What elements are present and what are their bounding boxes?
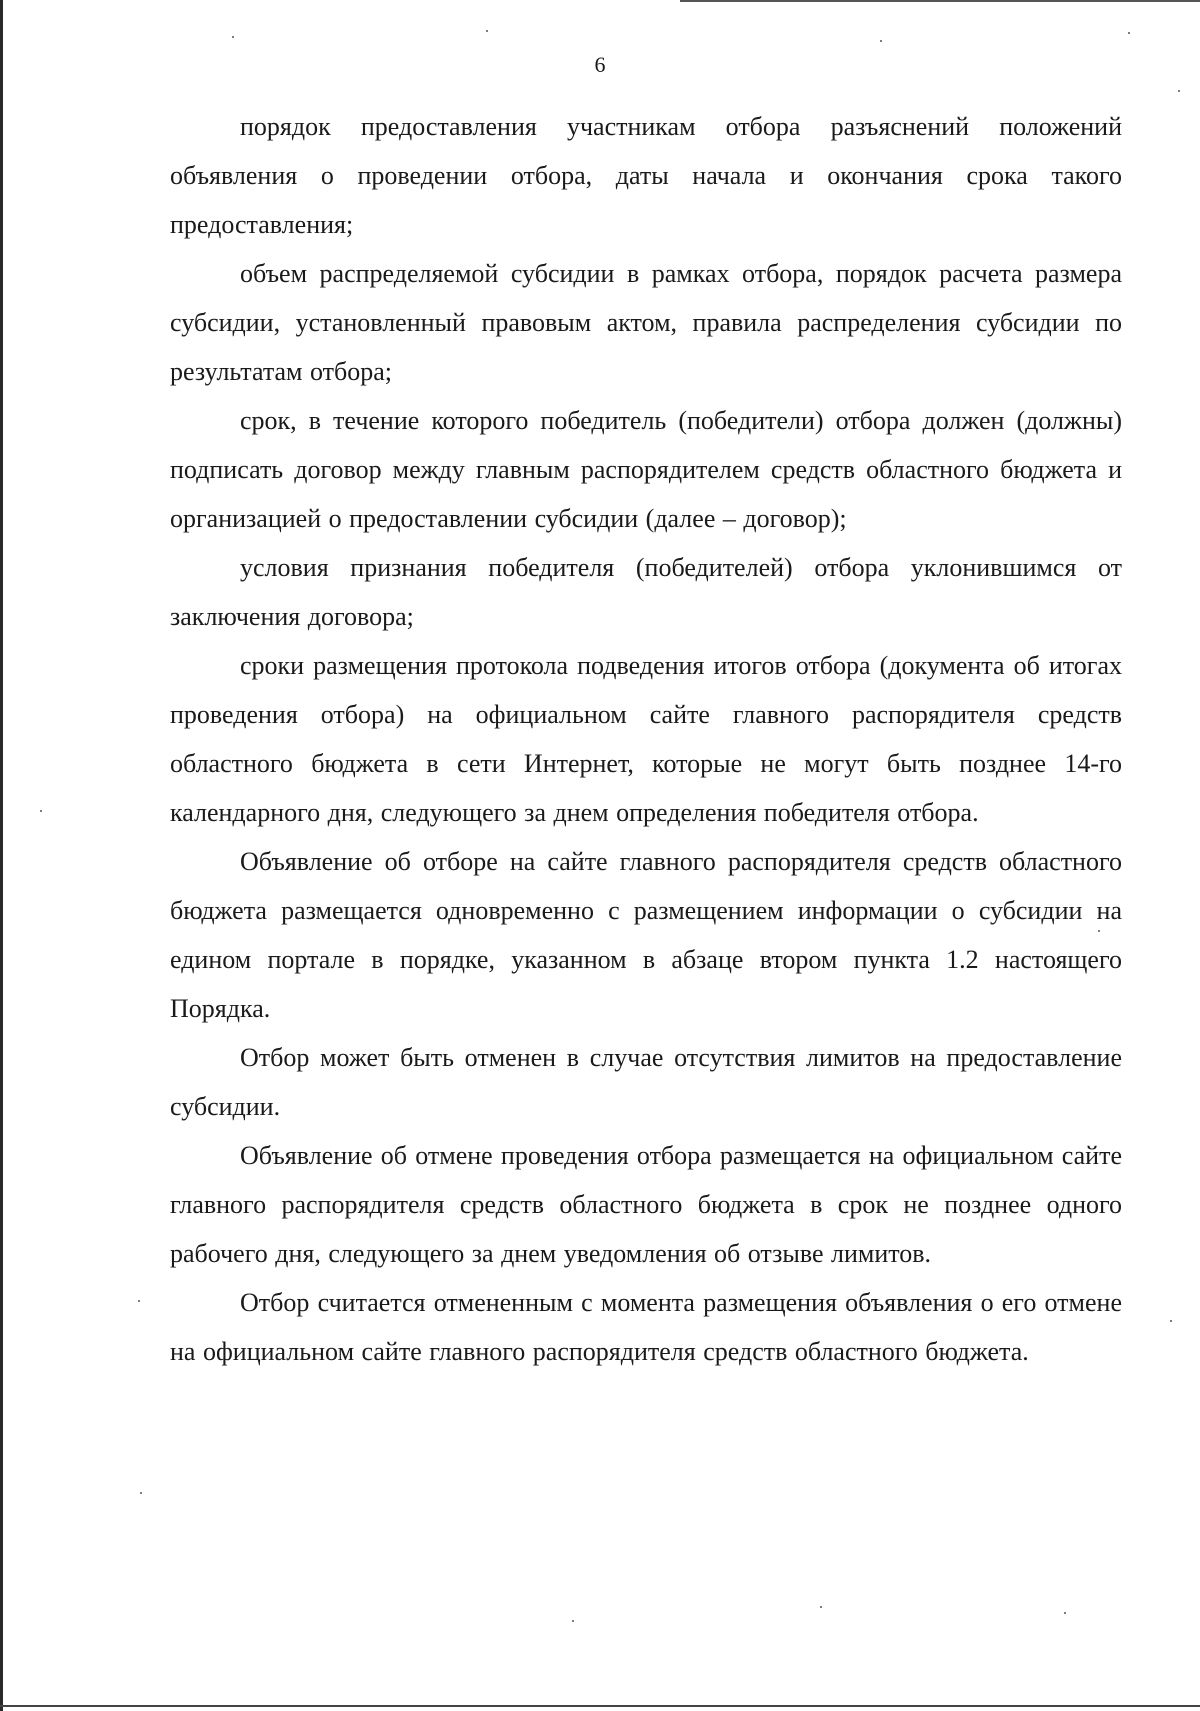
paragraph-cancellation-effective: Отбор считается отмененным с момента размещения объявления о его отмене на официальном сайте главного распорядителя средств областного бюджета. [170,1288,1122,1366]
scan-speck [486,30,488,32]
paragraph-subsidy-volume: объем распределяемой субсидии в рамках отбора, порядок расчета размера субсидии, установленный правовым актом, правила распределения субсидии по результатам отбора; [170,259,1122,386]
paragraph-protocol-deadlines: сроки размещения протокола подведения итогов отбора (документа об итогах проведения отбора) на официальном сайте главного распорядителя средств областного бюджета в сети Интернет, которые не могут быть позднее 14-го календарного дня, следующего за днем определения победителя отбора. [170,651,1122,827]
scan-speck [1064,1612,1066,1614]
scan-speck [140,1492,142,1494]
paragraph-cancellation-condition: Отбор может быть отменен в случае отсутствия лимитов на предоставление субсидии. [170,1043,1122,1121]
document-body [170,102,1122,1376]
paragraph-announcement-placement: Объявление об отборе на сайте главного распорядителя средств областного бюджета размещается одновременно с размещением информации о субсидии на едином портале в порядке, указанном в абзаце втором пункта 1.2 настоящего Порядка. [170,847,1122,1023]
scan-speck [880,40,882,42]
paragraph-contract-deadline: срок, в течение которого победитель (победители) отбора должен (должны) подписать договор между главным распорядителем средств областного бюджета и организацией о предоставлении субсидии (далее – договор); [170,406,1122,533]
paragraph-evasion-conditions: условия признания победителя (победителей) отбора уклонившимся от заключения договора; [170,553,1122,631]
scan-speck [820,1606,822,1608]
scan-edge-left [0,0,3,1711]
scan-speck [1128,32,1130,34]
scan-speck [1178,90,1180,92]
scan-speck [138,1300,140,1302]
scan-edge-bottom [0,1705,1200,1707]
paragraph-cancellation-announcement: Объявление об отмене проведения отбора размещается на официальном сайте главного распорядителя средств областного бюджета в срок не позднее одного рабочего дня, следующего за днем уведомления об отзыве лимитов. [170,1141,1122,1268]
scan-edge-top [680,0,1200,2]
scan-speck [1170,1320,1172,1322]
page-number: 6 [594,52,606,77]
paragraph-clarification-procedure: порядок предоставления участникам отбора разъяснений положений объявления о проведении отбора, даты начала и окончания срока такого предоставления; [170,112,1122,239]
scan-speck [572,1620,574,1622]
scan-speck [232,36,234,38]
scan-speck [40,810,42,812]
